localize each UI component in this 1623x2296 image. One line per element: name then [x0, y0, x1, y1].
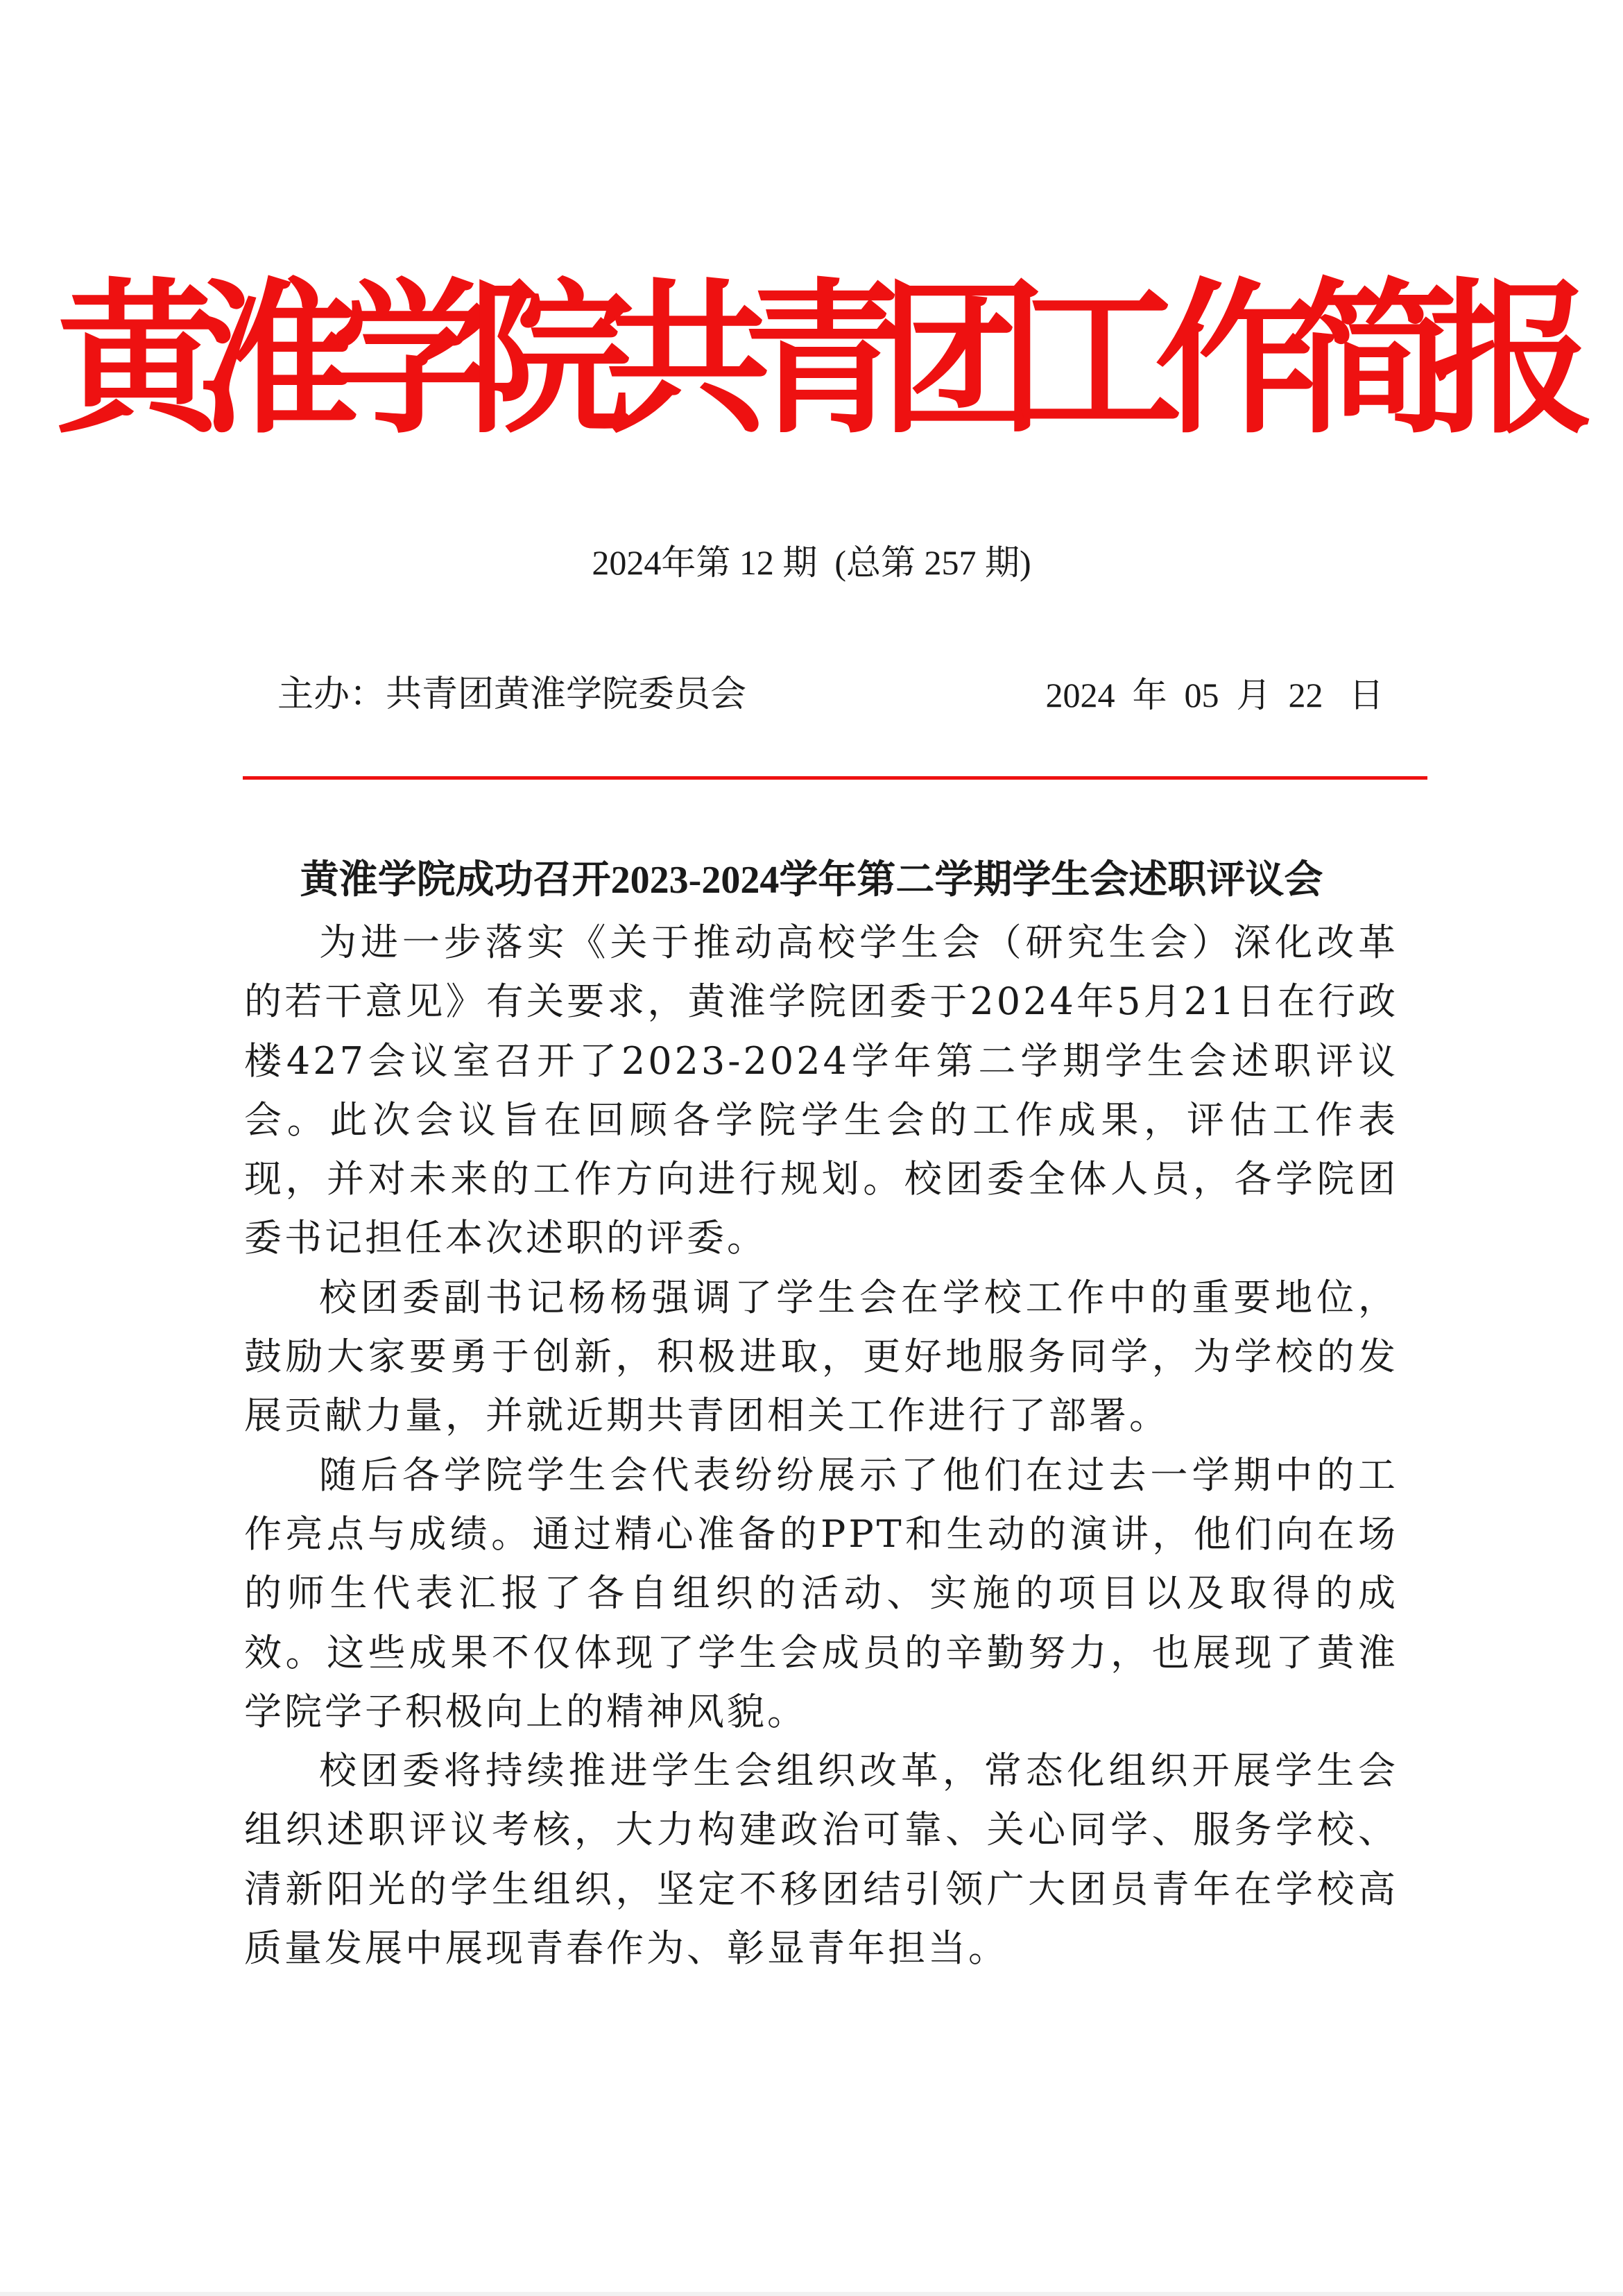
article-paragraph: 为进一步落实《关于推动高校学生会（研究生会）深化改革的若干意见》有关要求，黄淮学院团委于2024年5月21日在行政楼427会议室召开了2023-2024学年第二学期学生会述职评议会。此次会议旨在回顾各学院学生会的工作成果，评估工作表现，并对未来的工作方向进行规划。校团委全体人员，各学院团委书记担任本次述职的评委。 — [244, 920, 1398, 1260]
publication-date: 2024 年 05 月 22 日 — [1045, 676, 1384, 714]
article-title: 黄淮学院成功召开2023-2024学年第二学期学生会述职评议会 — [300, 859, 1323, 902]
masthead-title: 黄淮学院共青团工作简报 — [56, 264, 1567, 456]
article-body — [244, 913, 1398, 1978]
issue-number: 2024年第 12 期 (总第 257 期) — [592, 543, 1031, 582]
page-bottom-edge — [0, 2292, 1623, 2296]
article-paragraph: 校团委将持续推进学生会组织改革，常态化组织开展学生会组织述职评议考核，大力构建政治可靠、关心同学、服务学校、清新阳光的学生组织，坚定不移团结引领广大团员青年在学校高质量发展中展现青春作为、彰显青年担当。 — [244, 1749, 1398, 1971]
red-divider-rule — [243, 776, 1427, 780]
article-paragraph: 校团委副书记杨杨强调了学生会在学校工作中的重要地位，鼓励大家要勇于创新，积极进取，更好地服务同学，为学校的发展贡献力量，并就近期共青团相关工作进行了部署。 — [244, 1275, 1398, 1438]
sponsor: 主办：共青团黄淮学院委员会 — [277, 675, 747, 714]
article-paragraph: 随后各学院学生会代表纷纷展示了他们在过去一学期中的工作亮点与成绩。通过精心准备的PPT和生动的演讲，他们向在场的师生代表汇报了各自组织的活动、实施的项目以及取得的成效。这些成果不仅体现了学生会成员的辛勤努力，也展现了黄淮学院学子积极向上的精神风貌。 — [244, 1453, 1398, 1733]
